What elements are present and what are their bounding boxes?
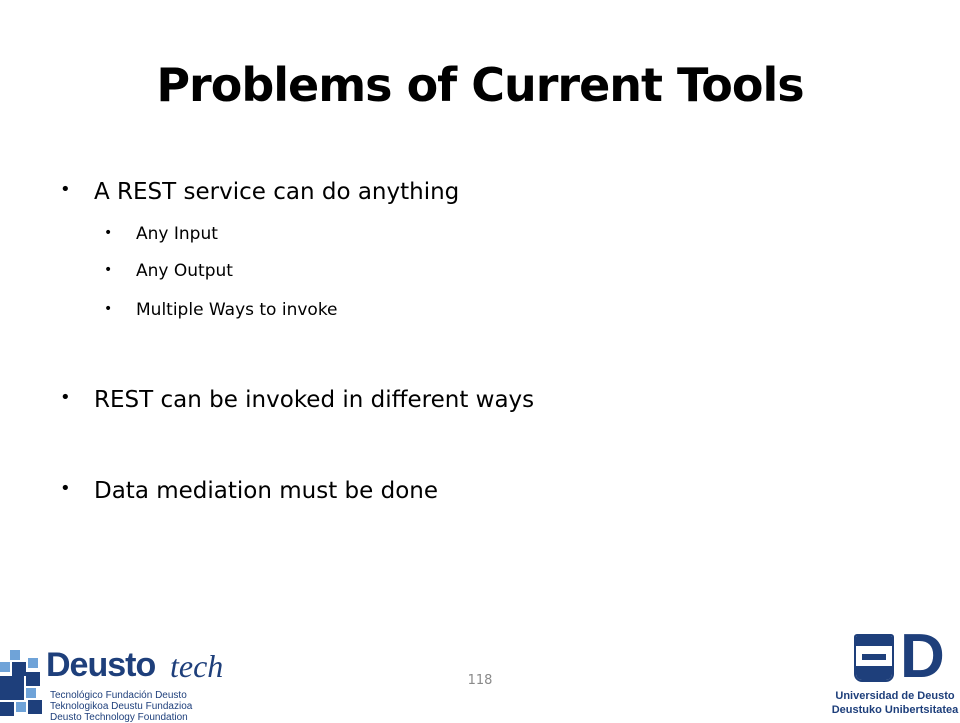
university-logo	[830, 622, 960, 720]
bullet-item: REST can be invoked in different ways	[94, 387, 535, 413]
sub-bullet-item: Any Input	[136, 224, 218, 244]
sub-bullet-dot: •	[104, 225, 113, 241]
deusto-wordmark: Deusto	[46, 646, 156, 684]
bullet-item: A REST service can do anything	[94, 179, 460, 205]
slide-title: Problems of Current Tools	[156, 58, 804, 112]
university-name: Universidad de Deusto	[835, 690, 955, 702]
deustotech-logo	[0, 640, 250, 723]
sub-bullet-item: Multiple Ways to invoke	[136, 300, 338, 320]
university-letter-mark: D	[900, 622, 945, 691]
university-name-basque: Deustuko Unibertsitatea	[831, 704, 959, 716]
bullet-dot: •	[60, 387, 71, 408]
logo-subtitle: Tecnológico Fundación Deusto	[50, 690, 187, 701]
tech-wordmark: tech	[170, 648, 224, 684]
bullet-item: Data mediation must be done	[94, 478, 438, 504]
sub-bullet-item: Any Output	[136, 261, 233, 281]
sub-bullet-dot: •	[104, 262, 113, 278]
bullet-dot: •	[60, 179, 71, 200]
page-number: 118	[467, 673, 493, 688]
sub-bullet-dot: •	[104, 301, 113, 317]
logo-subtitle: Teknologikoa Deustu Fundazioa	[50, 701, 193, 712]
bullet-dot: •	[60, 478, 71, 499]
shield-icon	[854, 634, 894, 682]
logo-subtitle: Deusto Technology Foundation	[50, 712, 188, 723]
